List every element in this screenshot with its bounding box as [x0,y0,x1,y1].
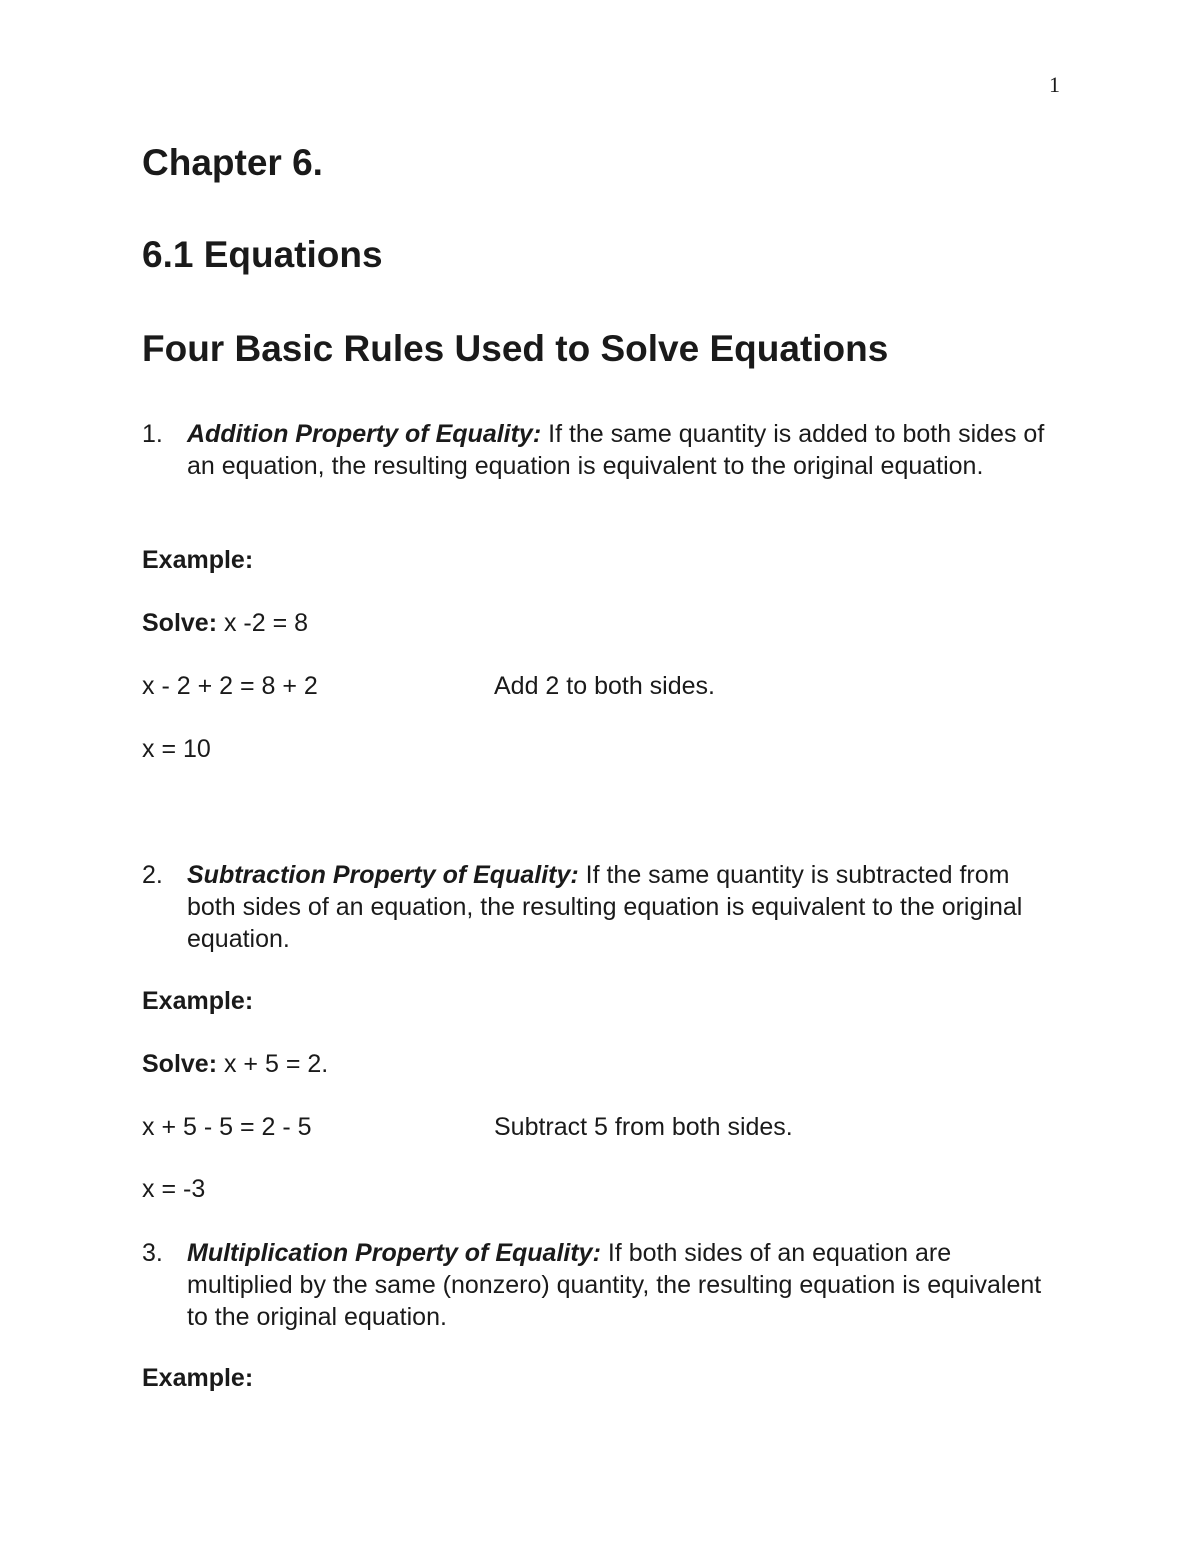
rule-term: Addition Property of Equality: [187,420,542,448]
step-note: Subtract 5 from both sides. [494,1113,793,1141]
step-equation: x - 2 + 2 = 8 + 2 [142,672,318,700]
rule-number: 2. [142,861,163,889]
rules-heading: Four Basic Rules Used to Solve Equations [142,328,889,369]
rule-body [187,1237,1052,1333]
rule-number: 1. [142,420,163,448]
step-note: Add 2 to both sides. [494,672,715,700]
rule-term: Subtraction Property of Equality: [187,861,579,889]
solve-equation: x + 5 = 2. [217,1050,329,1078]
example-label: Example: [142,1364,254,1392]
rule-text: If both sides of an equation are multiplied by the same (nonzero) quantity, the resulting equation is equivalent to the original equation. [187,1239,1042,1331]
rule-body [187,859,1052,955]
section-heading: 6.1 Equations [142,234,383,275]
chapter-heading: Chapter 6. [142,142,323,183]
solve-label: Solve: [142,1050,218,1078]
rule-text: If the same quantity is added to both sides of an equation, the resulting equation is equivalent to the original equation. [187,420,1045,480]
rule-1 [142,418,1052,482]
solve-equation: x -2 = 8 [217,609,309,637]
solve-label: Solve: [142,609,218,637]
rule-term: Multiplication Property of Equality: [187,1239,601,1267]
result-equation: x = 10 [142,735,211,763]
page-number: 1 [1049,72,1060,97]
rule-text: If the same quantity is subtracted from both sides of an equation, the resulting equation is equivalent to the original equation. [187,861,1023,953]
result-equation: x = -3 [142,1175,206,1203]
step-equation: x + 5 - 5 = 2 - 5 [142,1113,312,1141]
solve-line [142,607,308,639]
rule-body [187,418,1052,482]
rule-number: 3. [142,1239,163,1267]
rule-2 [142,859,1052,955]
example-label: Example: [142,546,254,574]
example-label: Example: [142,987,254,1015]
solve-line [142,1048,328,1080]
rule-3 [142,1237,1052,1333]
